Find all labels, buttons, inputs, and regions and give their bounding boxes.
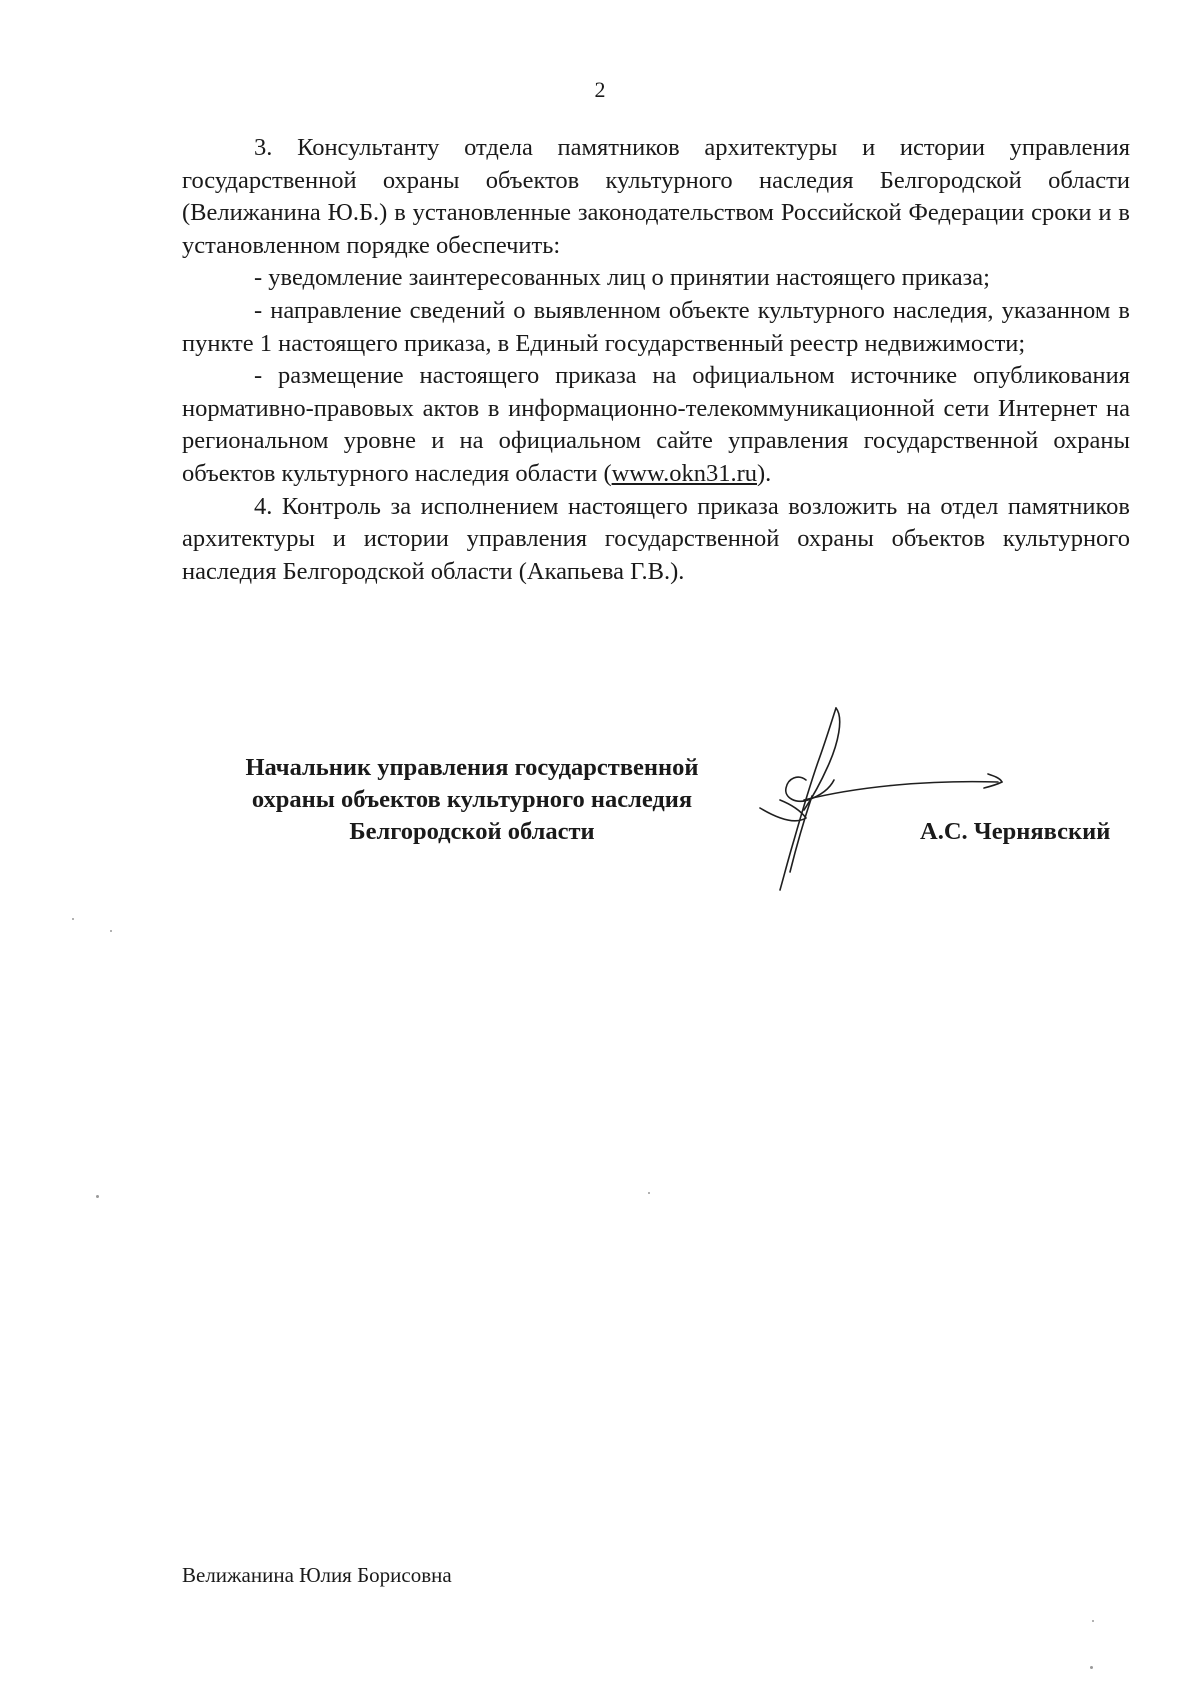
page-number: 2 bbox=[594, 77, 606, 102]
executor-name: Велижанина Юлия Борисовна bbox=[182, 1563, 452, 1587]
website-link[interactable]: www.okn31.ru bbox=[611, 459, 758, 487]
order-body bbox=[182, 132, 1130, 588]
bullet-notification: - уведомление заинтересованных лиц о принятии настоящего приказа; bbox=[254, 264, 990, 292]
publication-text-end: ). bbox=[757, 459, 772, 487]
signatory-position bbox=[200, 752, 744, 848]
scan-speck bbox=[648, 1192, 650, 1194]
scan-speck bbox=[1090, 1666, 1093, 1669]
bullet-registry-submission: - направление сведений о выявленном объекте культурного наследия, указанном в пункте 1 настоящего приказа, в Единый государственный реестр недвижимости; bbox=[182, 296, 1130, 357]
handwritten-signature bbox=[740, 700, 1040, 900]
signatory-position-line: Начальник управления государственной bbox=[245, 754, 699, 781]
scan-speck bbox=[110, 930, 112, 932]
paragraph-3-consultant-duties: 3. Консультанту отдела памятников архитектуры и истории управления государственной охраны объектов культурного наследия Белгородской области (Велижанина Ю.Б.) в установленные законодательством Российской Федерации сроки и в установленном порядке обеспечить: bbox=[182, 134, 1130, 259]
scan-speck bbox=[1092, 1620, 1094, 1622]
scan-speck bbox=[96, 1195, 99, 1198]
signatory-name: А.С. Чернявский bbox=[920, 818, 1111, 845]
bullet-publication bbox=[182, 360, 1130, 490]
scan-speck bbox=[72, 918, 74, 920]
signatory-position-line: Белгородской области bbox=[349, 818, 595, 845]
signatory-position-line: охраны объектов культурного наследия bbox=[251, 786, 693, 813]
publication-text: - размещение настоящего приказа на официальном источнике опубликования нормативно-правовых актов в информационно-телекоммуникационной сети Интернет на региональном уровне и на официальном сайте управления государственной охраны объектов культурного наследия области ( bbox=[182, 362, 1130, 487]
paragraph-4-control: 4. Контроль за исполнением настоящего приказа возложить на отдел памятников архитектуры и истории управления государственной охраны объектов культурного наследия Белгородской области (Акапьева Г.В.). bbox=[182, 492, 1130, 585]
